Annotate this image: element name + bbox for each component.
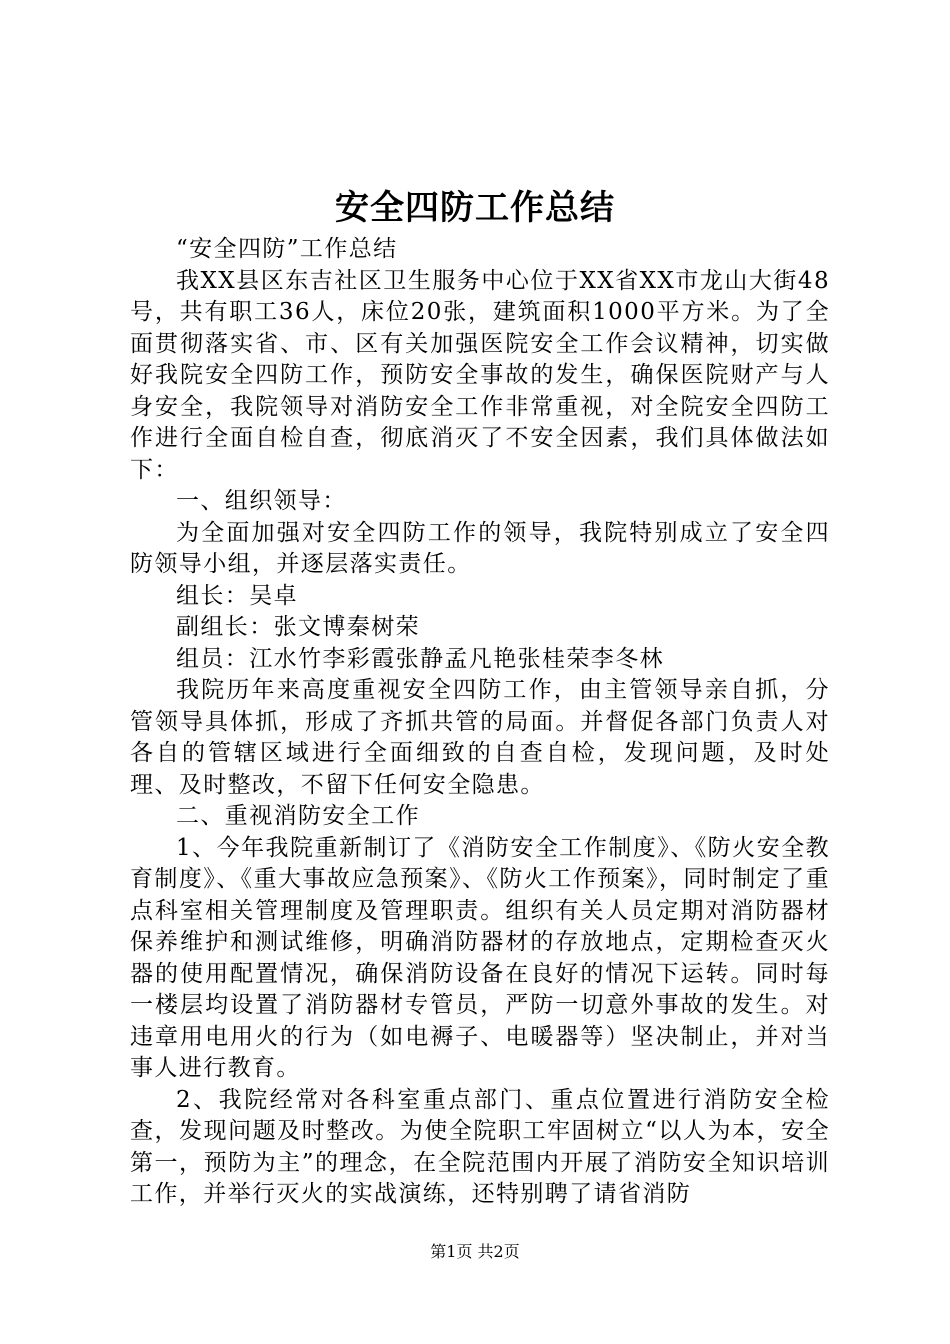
- section-heading-fire-safety: 二、重视消防安全工作: [176, 803, 420, 829]
- paragraph-organization: 为全面加强对安全四防工作的领导，我院特别成立了安全四防领导小组，并逐层落实责任。: [130, 519, 830, 577]
- paragraph-deputy-leader: 副组长：张文博秦树荣: [176, 614, 420, 640]
- document-body: [130, 234, 830, 1211]
- page-footer: 第1页 共2页: [430, 1242, 520, 1261]
- paragraph-group-leader: 组长：吴卓: [176, 582, 298, 609]
- document-title: 安全四防工作总结: [335, 188, 615, 228]
- paragraph-leadership: 我院历年来高度重视安全四防工作，由主管领导亲自抓，分管领导具体抓，形成了齐抓共管的局面。并督促各部门负责人对各自的管辖区域进行全面细致的自查自检，发现问题，及时处理、及时整改，不留下任何安全隐患。: [130, 677, 830, 798]
- paragraph-intro: 我XX县区东吉社区卫生服务中心位于XX省XX市龙山大街48号，共有职工36人，床位20张，建筑面积1000平方米。为了全面贯彻落实省、市、区有关加强医院安全工作会议精神，切实做好我院安全四防工作，预防安全事故的发生，确保医院财产与人身安全，我院领导对消防安全工作非常重视，对全院安全四防工作进行全面自检自查，彻底消灭了不安全因素，我们具体做法如下：: [130, 267, 830, 483]
- section-heading-organization: 一、组织领导：: [176, 488, 347, 514]
- paragraph-subtitle: “安全四防”工作总结: [176, 236, 398, 262]
- paragraph-members: 组员：江水竹李彩霞张静孟凡艳张桂荣李冬林: [176, 645, 664, 672]
- paragraph-fire-safety-2: 2、我院经常对各科室重点部门、重点位置进行消防安全检查，发现问题及时整改。为使全院职工牢固树立“以人为本，安全第一，预防为主”的理念，在全院范围内开展了消防安全知识培训工作，并举行灭火的实战演练，还特别聘了请省消防: [130, 1086, 830, 1207]
- paragraph-fire-safety-1: 1、今年我院重新制订了《消防安全工作制度》、《防火安全教育制度》、《重大事故应急预案》、《防火工作预案》，同时制定了重点科室相关管理制度及管理职责。组织有关人员定期对消防器材保养维护和测试维修，明确消防器材的存放地点，定期检查灭火器的使用配置情况，确保消防设备在良好的情况下运转。同时每一楼层均设置了消防器材专管员，严防一切意外事故的发生。对违章用电用火的行为（如电褥子、电暖器等）坚决制止，并对当事人进行教育。: [130, 834, 830, 1081]
